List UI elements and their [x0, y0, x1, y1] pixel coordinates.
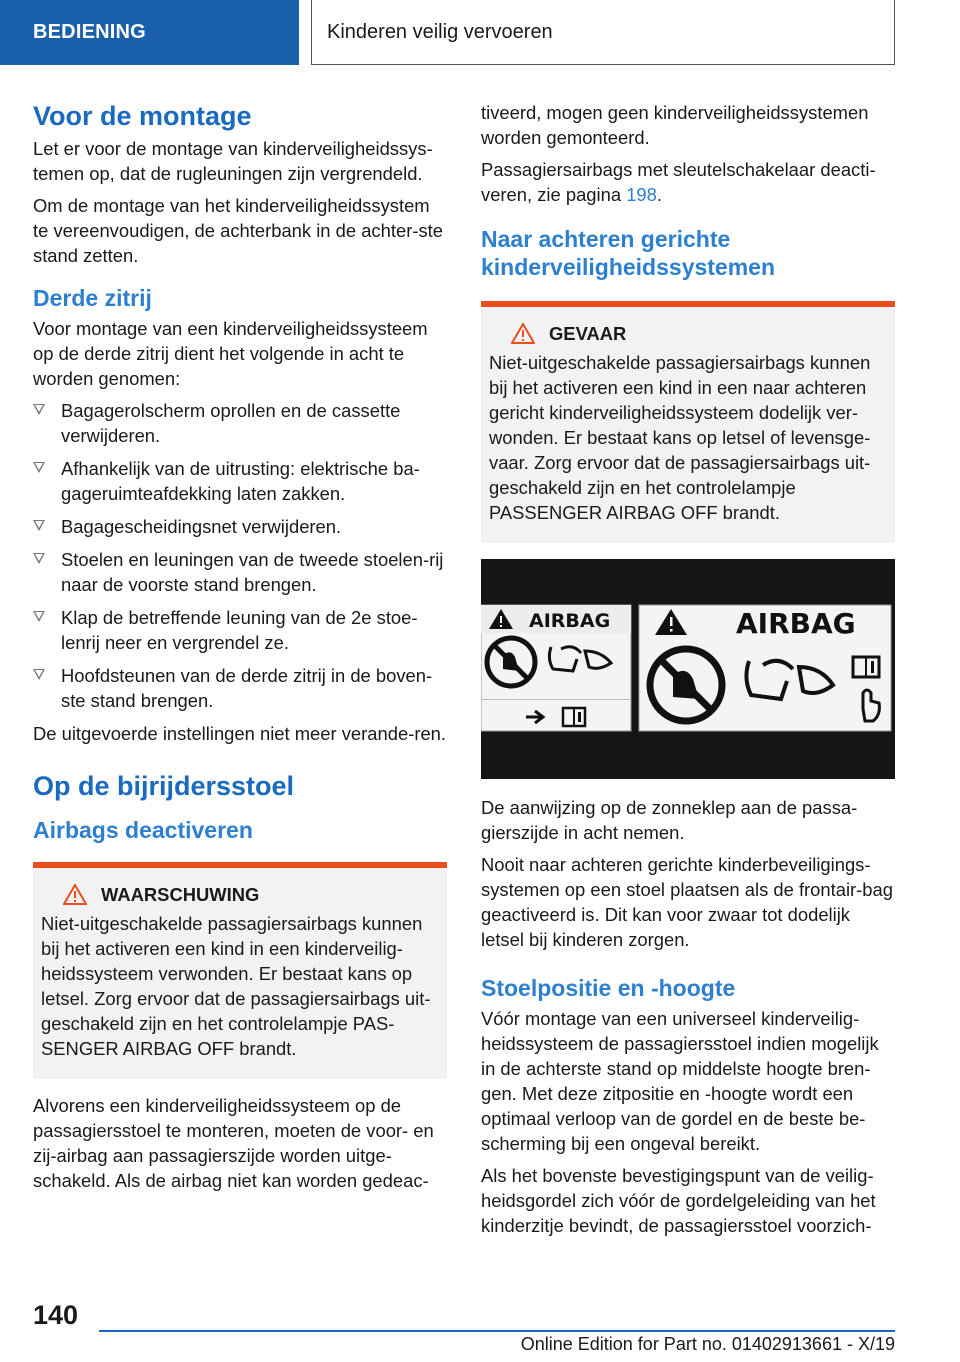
warning-box	[33, 862, 447, 1079]
heading-airbags-deactiveren: Airbags deactiveren	[33, 817, 253, 843]
airbag-large-label-text: AIRBAG	[736, 607, 856, 640]
danger-text: Niet-uitgeschakelde passagiersairbags kunnen bij het activeren een kind in een naar achteren gericht kinderveiligheidssysteem dodelijk ver-wonden. Er bestaat kans op letsel of levensge-vaar. Zorg ervoor dat de passagiersairbags uit-geschakeld zijn en het controlelampje PASSENGER AIRBAG OFF brandt.	[489, 352, 871, 523]
triangle-bullet-icon	[33, 611, 45, 622]
heading-naar-achteren-gerichte: Naar achteren gerichte kinderveiligheidssystemen	[481, 226, 776, 280]
triangle-bullet-icon	[33, 520, 45, 531]
paragraph: Vóór montage van een universeel kinderveilig-heidssysteem de passagiersstoel indien mogelijk in de achterste stand op middelste hoogte bren-gen. Met deze zitpositie en -hoogte wordt een optimaal verloop van de gordel en de beste be-scherming bij een ongeval bereikt.	[481, 1008, 879, 1154]
list-item: Klap de betreffende leuning van de 2e stoe-lenrij neer en vergrendel ze.	[33, 605, 447, 655]
paragraph: Passagiersairbags met sleutelschakelaar deacti-veren, zie pagina 198.	[481, 159, 876, 205]
bullet-list	[33, 398, 447, 713]
footer-divider	[99, 1330, 895, 1332]
airbag-label-illustration	[481, 559, 895, 779]
page-reference-link[interactable]: 198	[626, 184, 657, 205]
danger-title: GEVAAR	[489, 321, 887, 346]
header-section-tab	[0, 0, 299, 65]
heading-voor-de-montage: Voor de montage	[33, 101, 252, 131]
heading-derde-zitrij: Derde zitrij	[33, 285, 152, 311]
list-item: Bagagescheidingsnet verwijderen.	[33, 514, 447, 539]
page-number: 140	[33, 1300, 79, 1330]
warning-triangle-icon	[511, 323, 535, 344]
heading-op-de-bijrijdersstoel: Op de bijrijdersstoel	[33, 771, 295, 801]
triangle-bullet-icon	[33, 404, 45, 415]
warning-title: WAARSCHUWING	[41, 882, 439, 907]
paragraph: Nooit naar achteren gerichte kinderbeveiligings-systemen op een stoel plaatsen als de frontair-bag geactiveerd is. Dit kan voor zwaar tot dodelijk letsel bij kinderen zorgen.	[481, 854, 893, 950]
paragraph: Let er voor de montage van kinderveiligheidssys-temen op, dat de rugleuningen zijn vergrendeld.	[33, 138, 433, 184]
paragraph: Om de montage van het kinderveiligheidssystem te vereenvoudigen, de achterbank in de achter-ste stand zetten.	[33, 195, 443, 266]
paragraph: Voor montage van een kinderveiligheidssysteem op de derde zitrij dient het volgende in acht te worden genomen:	[33, 318, 428, 389]
triangle-bullet-icon	[33, 462, 45, 473]
header-chapter-box	[311, 0, 895, 65]
airbag-warning-label-image	[481, 559, 895, 779]
paragraph: De uitgevoerde instellingen niet meer verande-ren.	[33, 723, 447, 744]
warning-triangle-icon	[63, 884, 87, 905]
warning-text: Niet-uitgeschakelde passagiersairbags kunnen bij het activeren een kind in een kinderveilig-heidssysteem verwonden. Er bestaat kans op letsel. Zorg ervoor dat de passagiersairbags uit-geschakeld zijn en het controlelampje PAS-SENGER AIRBAG OFF brandt.	[41, 913, 431, 1059]
footer-edition: Online Edition for Part no. 01402913661 - X/19	[520, 1334, 895, 1354]
list-item: Afhankelijk van de uitrusting: elektrische ba-gageruimteafdekking laten zakken.	[33, 456, 447, 506]
right-column	[481, 100, 895, 1245]
airbag-small-label-text: AIRBAG	[529, 610, 611, 632]
paragraph: Als het bovenste bevestigingspunt van de veilig-heidsgordel zich vóór de gordelgeleiding van het kinderzitje bevindt, de passagiersstoel voorzich-	[481, 1165, 876, 1236]
paragraph: De aanwijzing op de zonneklep aan de passa-gierszijde in acht nemen.	[481, 797, 858, 843]
list-item: Stoelen en leuningen van de tweede stoelen-rij naar de voorste stand brengen.	[33, 547, 447, 597]
left-column	[33, 100, 447, 1200]
triangle-bullet-icon	[33, 669, 45, 680]
heading-stoelpositie: Stoelpositie en -hoogte	[481, 975, 736, 1001]
paragraph: tiveerd, mogen geen kinderveiligheidssystemen worden gemonteerd.	[481, 102, 869, 148]
section-title: BEDIENING	[33, 21, 146, 43]
chapter-title: Kinderen veilig vervoeren	[327, 20, 553, 43]
paragraph: Alvorens een kinderveiligheidssysteem op de passagiersstoel te monteren, moeten de voor- en zij-airbag aan passagierszijde worden uitge-schakeld. Als de airbag niet kan worden gedeac-	[33, 1095, 434, 1191]
danger-box	[481, 301, 895, 543]
list-item: Hoofdsteunen van de derde zitrij in de boven-ste stand brengen.	[33, 663, 447, 713]
triangle-bullet-icon	[33, 553, 45, 564]
list-item: Bagagerolscherm oprollen en de cassette verwijderen.	[33, 398, 447, 448]
